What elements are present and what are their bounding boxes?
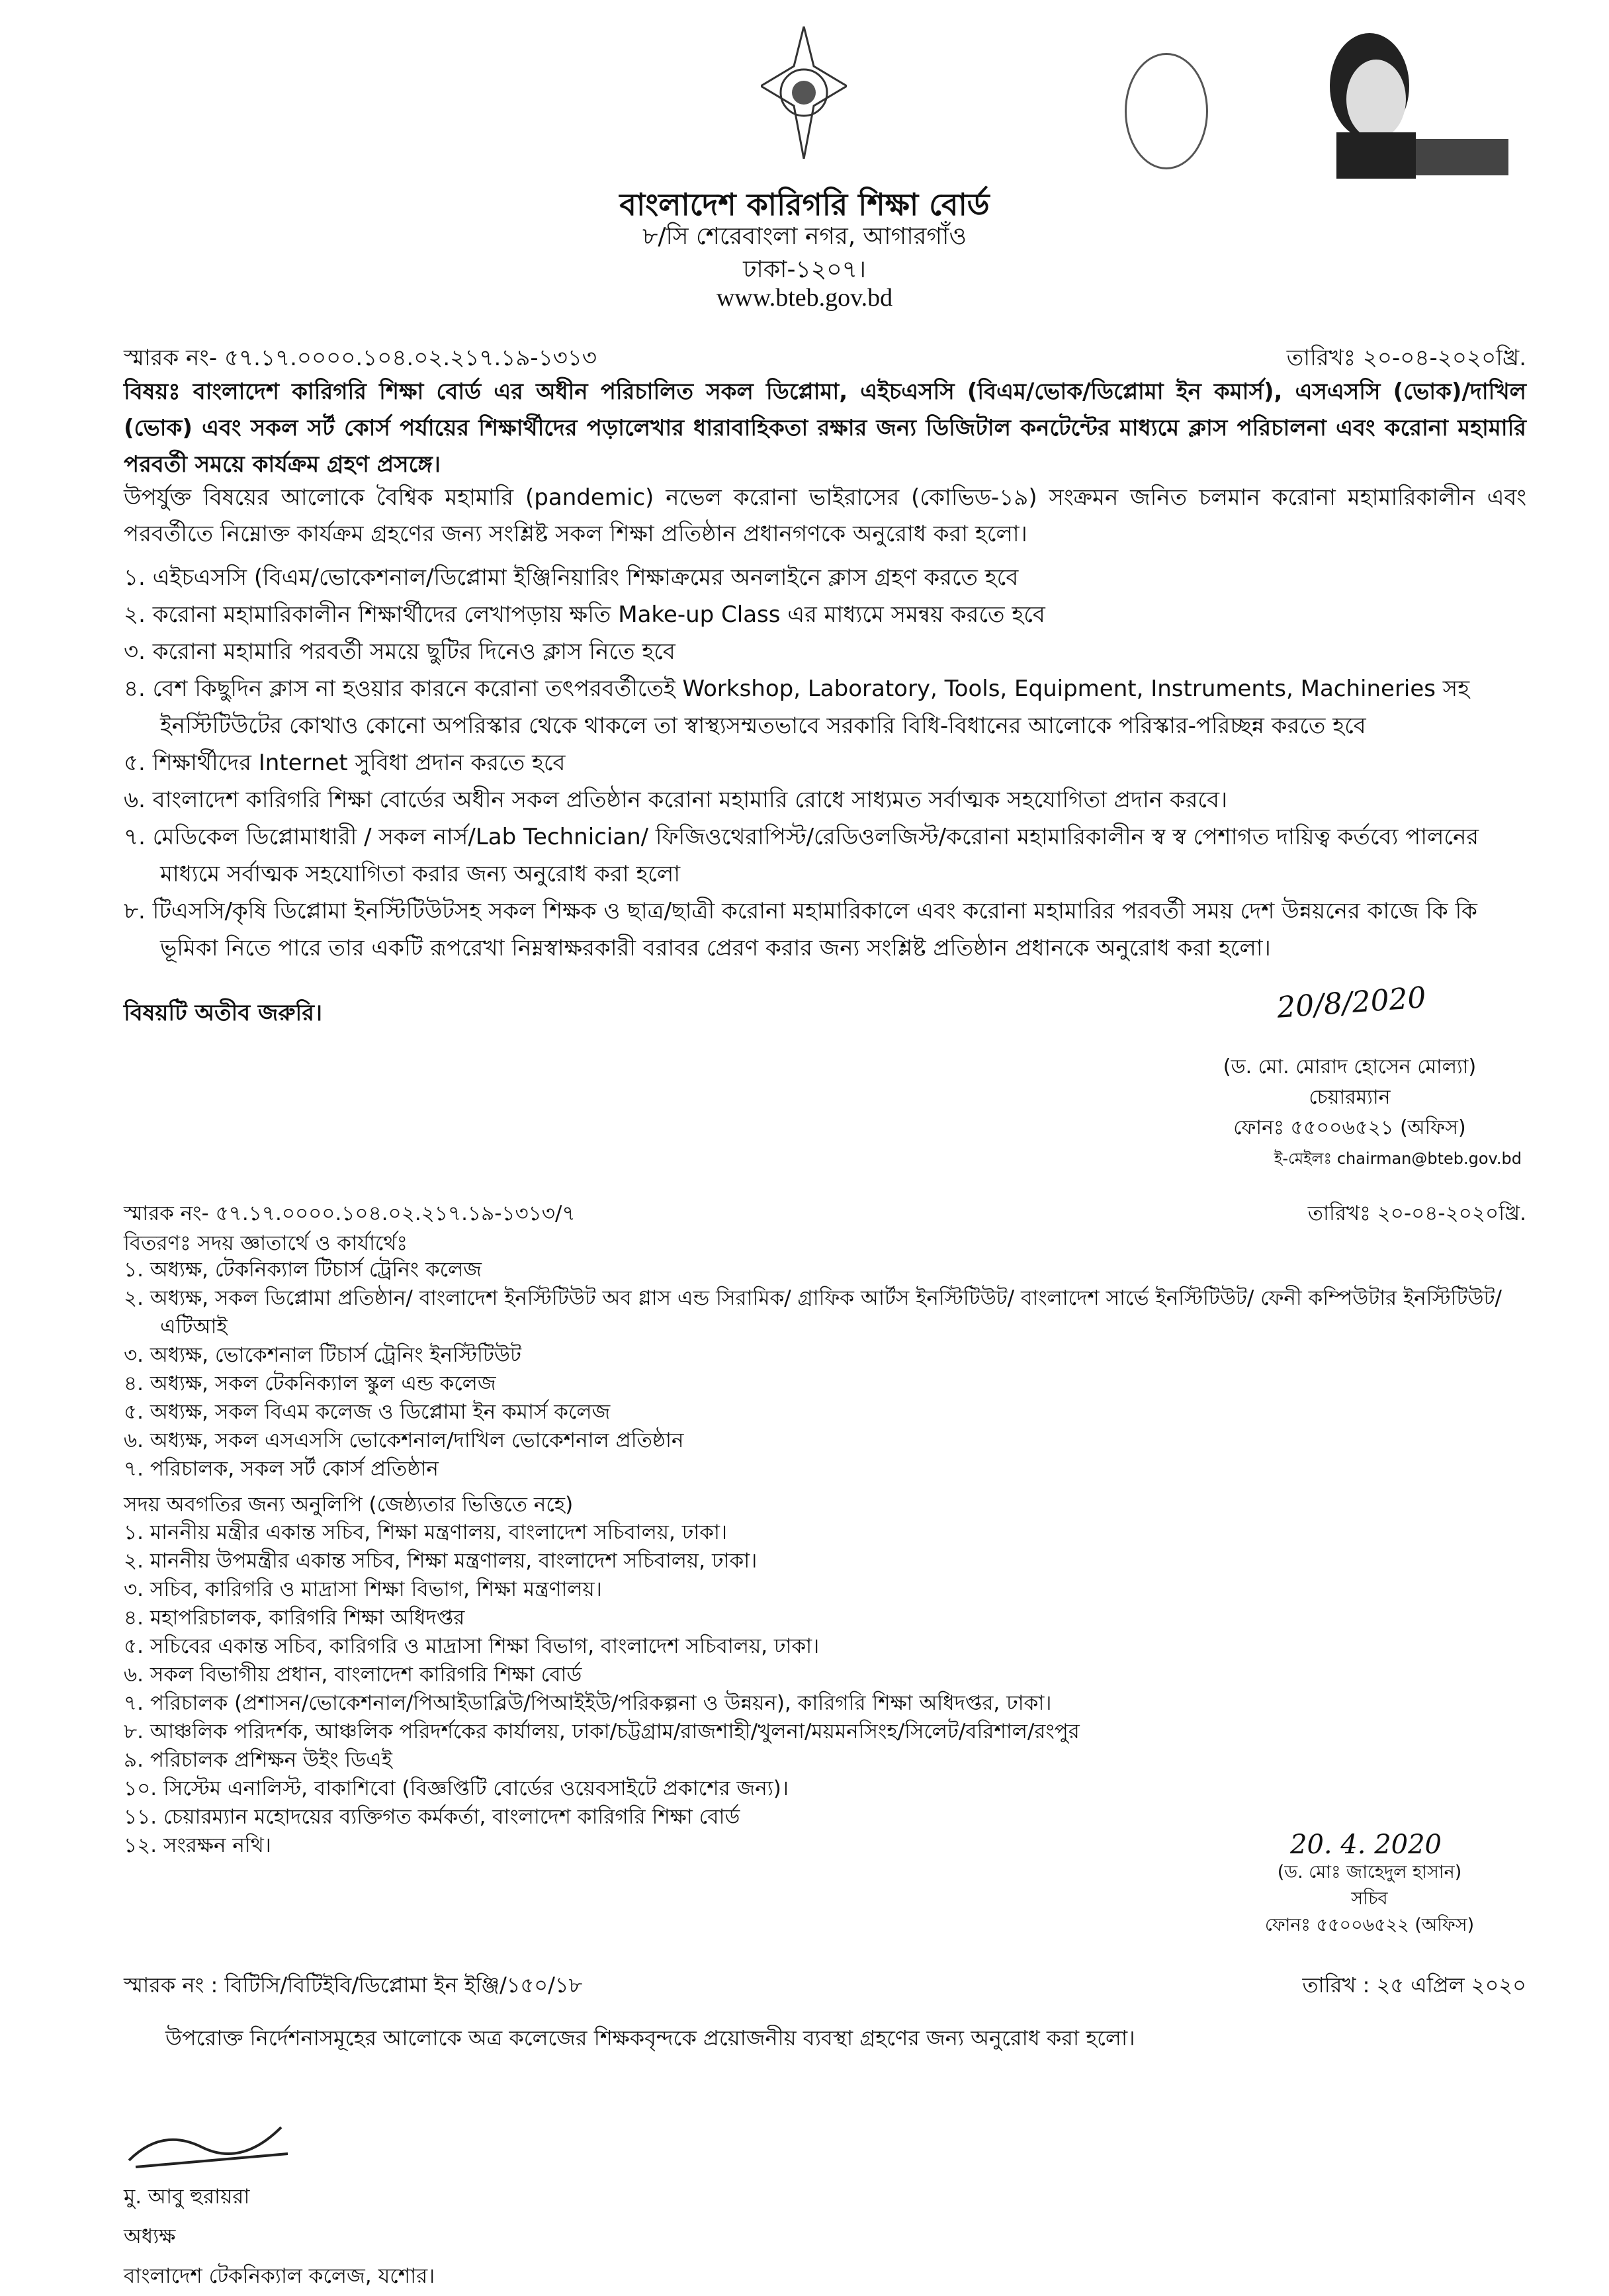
list-item: ১২. সংরক্ষন নথি। xyxy=(124,1833,271,1857)
signatory-name: মু. আবু হুরায়রা xyxy=(124,2185,250,2209)
list-item: ৯. পরিচালক প্রশিক্ষন উইং ডিএই xyxy=(124,1748,392,1772)
signatory-designation: সচিব xyxy=(1351,1888,1388,1909)
signatory-name: (ড. মোঃ জাহেদুল হাসান) xyxy=(1277,1862,1462,1882)
memo2-signatory xyxy=(1244,1859,1495,1939)
signatory-name: (ড. মো. মোরাদ হোসেন মোল্যা) xyxy=(1223,1055,1477,1079)
mujib-100-logo xyxy=(1317,26,1515,179)
memo1-ref: স্মারক নং- ৫৭.১৭.০০০০.১০৪.০২.২১৭.১৯-১৩১৩ xyxy=(124,345,597,371)
list-item: ৫. সচিবের একান্ত সচিব, কারিগরি ও মাদ্রাসা শিক্ষা বিভাগ, বাংলাদেশ সচিবালয়, ঢাকা। xyxy=(124,1634,820,1658)
memo1-handwritten-signature: 20/8/2020 xyxy=(1276,981,1428,1025)
list-item: ৬. বাংলাদেশ কারিগরি শিক্ষা বোর্ডের অধীন সকল প্রতিষ্ঠান করোনা মহামারি রোধে সাধ্যমত সর্বাত্মক সহযোগিতা প্রদান করবে। xyxy=(124,787,1228,813)
list-item: ৩. সচিব, কারিগরি ও মাদ্রাসা শিক্ষা বিভাগ, শিক্ষা মন্ত্রণালয়। xyxy=(124,1577,602,1601)
list-item: ৪. বেশ কিছুদিন ক্লাস না হওয়ার কারনে করোনা তৎপরবর্তীতেই Workshop, Laboratory, Tools, Equipment, Instruments, Machineries সহ ইনস্টিটিউটের কোথাও কোনো অপরিস্কার থেকে থাকলে তা স্বাস্থ্যসম্মতভাবে সরকারি বিধি-বিধানের আলোকে পরিস্কার-পরিচ্ছন্ন করতে হবে xyxy=(124,676,1470,739)
list-item: ৭. পরিচালক (প্রশাসন/ভোকেশনাল/পিআইডাব্লিউ/পিআইইউ/পরিকল্পনা ও উন্নয়ন), কারিগরি শিক্ষা অধিদপ্তর, ঢাকা। xyxy=(124,1691,1052,1715)
list-item: ৩. করোনা মহামারি পরবর্তী সময়ে ছুটির দিনেও ক্লাস নিতে হবে xyxy=(124,639,675,665)
list-item: ৭. মেডিকেল ডিপ্লোমাধারী / সকল নার্স/Lab Technician/ ফিজিওথেরাপিস্ট/রেডিওলজিস্ট/করোনা মহামারিকালীন স্ব স্ব পেশাগত দায়িত্ব কর্তব্যে পালনের মাধ্যমে সর্বাত্মক সহযোগিতা করার জন্য অনুরোধ করা হলো xyxy=(124,824,1479,887)
list-item: ৬. সকল বিভাগীয় প্রধান, বাংলাদেশ কারিগরি শিক্ষা বোর্ড xyxy=(124,1663,582,1687)
memo2-ref: স্মারক নং- ৫৭.১৭.০০০০.১০৪.০২.২১৭.১৯-১৩১৩/৭ xyxy=(124,1202,576,1225)
list-item: ২. অধ্যক্ষ, সকল ডিপ্লোমা প্রতিষ্ঠান/ বাংলাদেশ ইনস্টিটিউট অব গ্লাস এন্ড সিরামিক/ গ্রাফিক আর্টস ইনস্টিটিউট/ বাংলাদেশ সার্ভে ইনস্টিটিউট/ ফেনী কম্পিউটার ইনস্টিটিউট/ এটিআই xyxy=(124,1286,1502,1339)
list-item: ১. এইচএসসি (বিএম/ভোকেশনাল/ডিপ্লোমা ইঞ্জিনিয়ারিং শিক্ষাক্রমের অনলাইনে ক্লাস গ্রহণ করতে হবে xyxy=(124,564,1019,591)
memo3-ref-row xyxy=(124,1968,1526,2004)
memo1-intro: উপর্যুক্ত বিষয়ের আলোকে বৈশ্বিক মহামারি (pandemic) নভেল করোনা ভাইরাসের (কোভিড-১৯) সংক্রমন জনিত চলমান করোনা মহামারিকালীন এবং পরবর্তীতে নিম্নোক্ত কার্যক্রম গ্রহণের জন্য সংশ্লিষ্ট সকল শিক্ষা প্রতিষ্ঠান প্রধানগণকে অনুরোধ করা হলো। xyxy=(124,484,1526,547)
list-item: ৭. পরিচালক, সকল সর্ট কোর্স প্রতিষ্ঠান xyxy=(124,1457,439,1481)
signatory-phone: ফোনঃ ৫৫০০৬৫২১ (অফিস) xyxy=(1233,1116,1466,1139)
copy-list xyxy=(124,1519,1315,1860)
list-item: ৫. অধ্যক্ষ, সকল বিএম কলেজ ও ডিপ্লোমা ইন কমার্স কলেজ xyxy=(124,1400,611,1424)
memo2-date: তারিখঃ ২০-০৪-২০২০খ্রি. xyxy=(1307,1202,1526,1225)
list-item: ৮. আঞ্চলিক পরিদর্শক, আঞ্চলিক পরিদর্শকের কার্যালয়, ঢাকা/চট্টগ্রাম/রাজশাহী/খুলনা/ময়মনসিংহ/সিলেট/বরিশাল/রংপুর xyxy=(124,1720,1080,1744)
memo3-body: উপরোক্ত নির্দেশনাসমূহের আলোকে অত্র কলেজের শিক্ষকবৃন্দকে প্রয়োজনীয় ব্যবস্থা গ্রহণের জন্য অনুরোধ করা হলো। xyxy=(165,2025,1135,2051)
memo1-subject: বিষয়ঃ বাংলাদেশ কারিগরি শিক্ষা বোর্ড এর অধীন পরিচালিত সকল ডিপ্লোমা, এইচএসসি (বিএম/ভোক/ডিপ্লোমা ইন কমার্স), এসএসসি (ভোক)/দাখিল (ভোক) এবং সকল সর্ট কোর্স পর্যায়ের শিক্ষার্থীদের পড়ালেখার ধারাবাহিকতা রক্ষার জন্য ডিজিটাল কনটেন্টের মাধ্যমে ক্লাস পরিচালনা এবং করোনা মহামারি পরবর্তী সময়ে কার্যক্রম গ্রহণ প্রসঙ্গে। xyxy=(124,378,1526,478)
list-item: ১১. চেয়ারম্যান মহোদয়ের ব্যক্তিগত কর্মকর্তা, বাংলাদেশ কারিগরি শিক্ষা বোর্ড xyxy=(124,1805,740,1829)
signatory-designation: চেয়ারম্যান xyxy=(1309,1086,1391,1109)
website-link[interactable]: www.bteb.gov.bd xyxy=(716,284,893,312)
address-line-1: ৮/সি শেরেবাংলা নগর, আগারগাঁও xyxy=(642,223,967,250)
list-item: ৪. মহাপরিচালক, কারিগরি শিক্ষা অধিদপ্তর xyxy=(124,1606,465,1630)
distribution-heading: বিতরণঃ সদয় জ্ঞাতার্থে ও কার্যার্থেঃ xyxy=(124,1231,408,1255)
copy-heading: সদয় অবগতির জন্য অনুলিপি (জেষ্ঠ্যতার ভিত্তিতে নহে) xyxy=(124,1493,574,1517)
list-item: ১০. সিস্টেম এনালিস্ট, বাকাশিবো (বিজ্ঞপ্তিটি বোর্ডের ওয়েবসাইটে প্রকাশের জন্য)। xyxy=(124,1777,789,1800)
memo1-instructions xyxy=(124,559,1526,967)
list-item: ১. অধ্যক্ষ, টেকনিক্যাল টিচার্স ট্রেনিং কলেজ xyxy=(124,1258,482,1282)
list-item: ৫. শিক্ষার্থীদের Internet সুবিধা প্রদান করতে হবে xyxy=(124,750,566,776)
memo2-handwritten-signature: 20. 4. 2020 xyxy=(1290,1830,1442,1860)
memo1-ref-row xyxy=(124,341,1526,378)
list-item: ৪. অধ্যক্ষ, সকল টেকনিক্যাল স্কুল এন্ড কলেজ xyxy=(124,1372,496,1395)
memo3-ref: স্মারক নং : বিটিসি/বিটিইবি/ডিপ্লোমা ইন ইঞ্জি/১৫০/১৮ xyxy=(124,1972,583,1998)
list-item: ২. করোনা মহামারিকালীন শিক্ষার্থীদের লেখাপড়ায় ক্ষতি Make-up Class এর মাধ্যমে সমন্বয় করতে হবে xyxy=(124,601,1045,628)
memo3-date: তারিখ : ২৫ এপ্রিল ২০২০ xyxy=(1302,1972,1526,1998)
signatory-phone: ফোনঃ ৫৫০০৬৫২২ (অফিস) xyxy=(1264,1915,1475,1935)
address-line-2: ঢাকা-১২০৭। xyxy=(743,256,866,283)
memo3-signature xyxy=(122,2114,294,2174)
govt-emblem xyxy=(761,26,847,159)
list-item: ৬. অধ্যক্ষ, সকল এসএসসি ভোকেশনাল/দাখিল ভোকেশনাল প্রতিষ্ঠান xyxy=(124,1429,684,1452)
list-item: ১. মাননীয় মন্ত্রীর একান্ত সচিব, শিক্ষা মন্ত্রণালয়, বাংলাদেশ সচিবালয়, ঢাকা। xyxy=(124,1521,728,1544)
list-item: ৮. টিএসসি/কৃষি ডিপ্লোমা ইনস্টিটিউটসহ সকল শিক্ষক ও ছাত্র/ছাত্রী করোনা মহামারিকালে এবং করোনা মহামারির পরবর্তী সময় দেশ উন্নয়নের কাজে কি কি ভূমিকা নিতে পারে তার একটি রূপরেখা নিম্নস্বাক্ষরকারী বরাবর প্রেরণ করার জন্য সংশ্লিষ্ট প্রতিষ্ঠান প্রধানকে অনুরোধ করা হলো। xyxy=(124,898,1477,961)
memo3-signatory xyxy=(124,2177,435,2296)
list-item: ৩. অধ্যক্ষ, ভোকেশনাল টিচার্স ট্রেনিং ইনস্টিটিউট xyxy=(124,1343,521,1367)
org-name: বাংলাদেশ কারিগরি শিক্ষা বোর্ড xyxy=(619,187,990,222)
memo1-urgent: বিষয়টি অতীব জরুরি। xyxy=(124,1000,323,1026)
distribution-list xyxy=(124,1256,1526,1483)
signatory-institution: বাংলাদেশ টেকনিক্যাল কলেজ, যশোর। xyxy=(124,2264,435,2288)
signatory-email: ই-মেইলঃ chairman@bteb.gov.bd xyxy=(1274,1149,1522,1168)
board-seal-icon xyxy=(1125,53,1208,169)
memo1-date: তারিখঃ ২০-০৪-২০২০খ্রি. xyxy=(1286,345,1526,371)
signatory-designation: অধ্যক্ষ xyxy=(124,2225,176,2248)
list-item: ২. মাননীয় উপমন্ত্রীর একান্ত সচিব, শিক্ষা মন্ত্রণালয়, বাংলাদেশ সচিবালয়, ঢাকা। xyxy=(124,1549,758,1573)
memo1-signatory xyxy=(1178,1052,1522,1174)
